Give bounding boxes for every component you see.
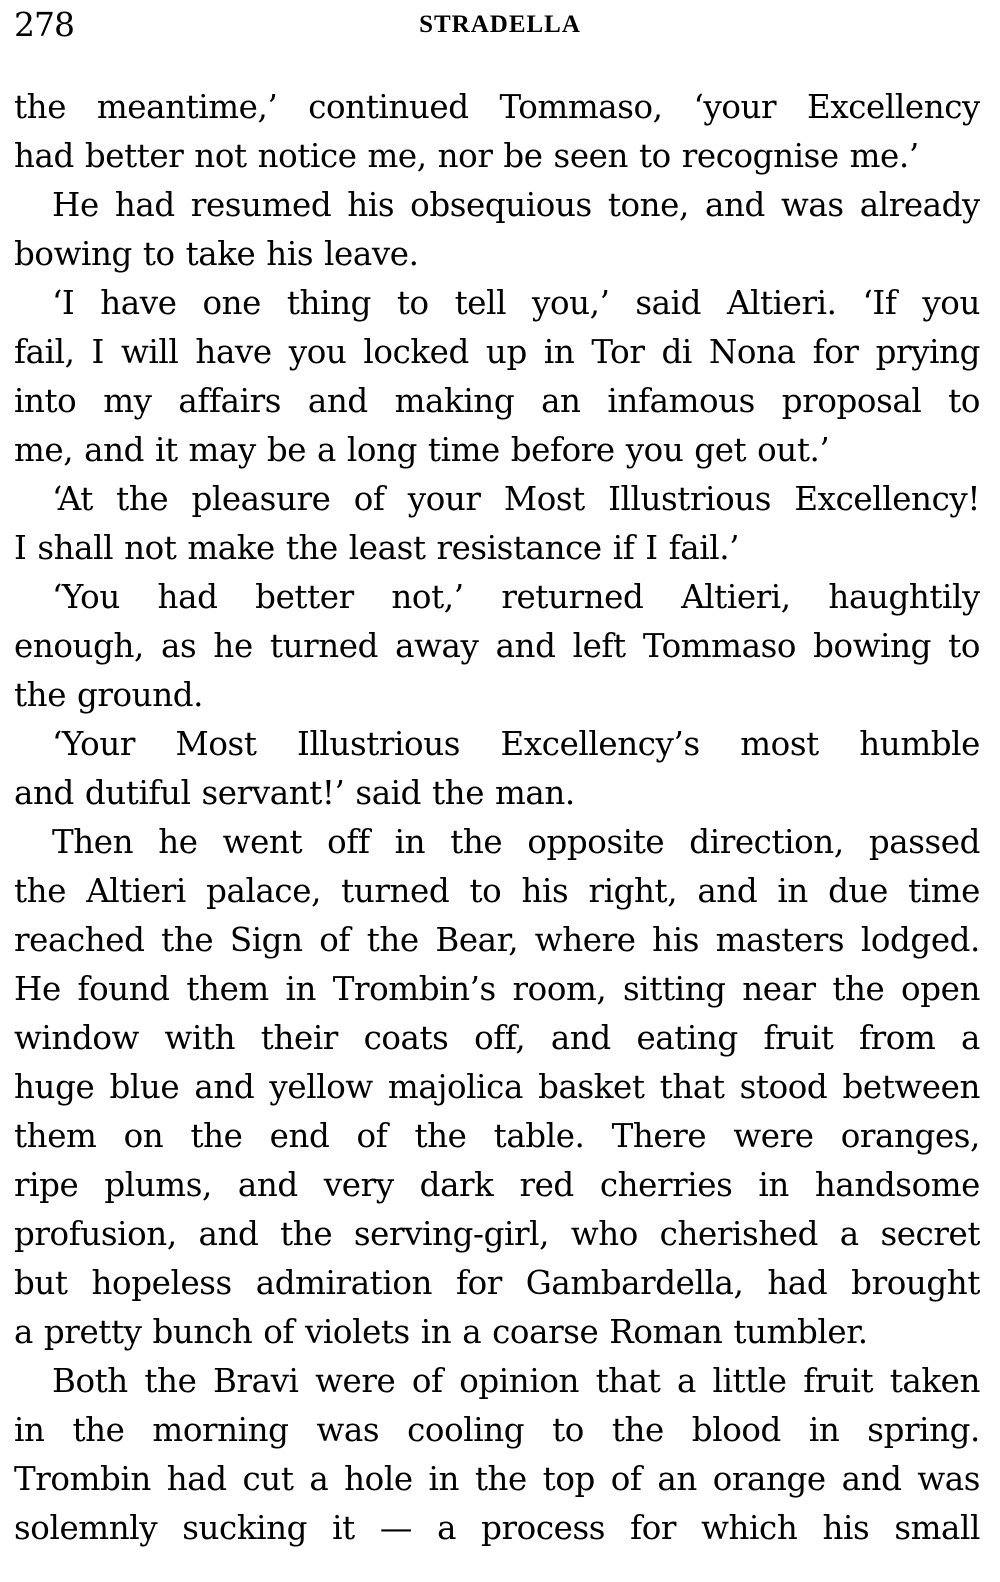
text-line: into my affairs and making an infamous proposal to [14,382,980,420]
text-line: the ground. [14,676,204,714]
text-line: ‘I have one thing to tell you,’ said Altieri. ‘If you [52,284,980,322]
text-line: reached the Sign of the Bear, where his masters lodged. [14,921,980,959]
text-line: window with their coats off, and eating fruit from a [14,1019,980,1057]
text-line: them on the end of the table. There were oranges, [14,1117,980,1155]
text-line: Trombin had cut a hole in the top of an orange and was [14,1460,980,1498]
text-line: He had resumed his obsequious tone, and was already [52,186,980,224]
page-header [14,2,986,52]
text-line: Both the Bravi were of opinion that a little fruit taken [52,1362,980,1400]
text-line: but hopeless admiration for Gambardella, had brought [14,1264,980,1302]
text-line: I shall not make the least resistance if I fail.’ [14,529,740,567]
text-line: ‘You had better not,’ returned Altieri, haughtily [52,578,980,616]
text-line: the Altieri palace, turned to his right, and in due time [14,872,980,910]
text-line: a pretty bunch of violets in a coarse Roman tumbler. [14,1313,868,1351]
body-text [14,83,980,1553]
text-line: bowing to take his leave. [14,235,419,273]
text-line: the meantime,’ continued Tommaso, ‘your Excellency [14,88,980,126]
text-line: fail, I will have you locked up in Tor di Nona for prying [14,333,980,371]
text-line: He found them in Trombin’s room, sitting near the open [14,970,980,1008]
text-line: had better not notice me, nor be seen to recognise me.’ [14,137,919,175]
text-line: Then he went off in the opposite direction, passed [52,823,980,861]
text-line: ‘At the pleasure of your Most Illustrious Excellency! [52,480,980,518]
page-number: 278 [14,5,74,44]
text-line: solemnly sucking it — a process for which his small [14,1509,980,1547]
text-line: ripe plums, and very dark red cherries in handsome [14,1166,980,1204]
text-line: huge blue and yellow majolica basket that stood between [14,1068,980,1106]
text-line: me, and it may be a long time before you get out.’ [14,431,830,469]
text-line: and dutiful servant!’ said the man. [14,774,575,812]
text-line: in the morning was cooling to the blood in spring. [14,1411,980,1449]
text-line: ‘Your Most Illustrious Excellency’s most humble [52,725,980,763]
text-line: profusion, and the serving-girl, who cherished a secret [14,1215,980,1253]
running-title: STRADELLA [419,11,581,38]
text-line: enough, as he turned away and left Tommaso bowing to [14,627,980,665]
